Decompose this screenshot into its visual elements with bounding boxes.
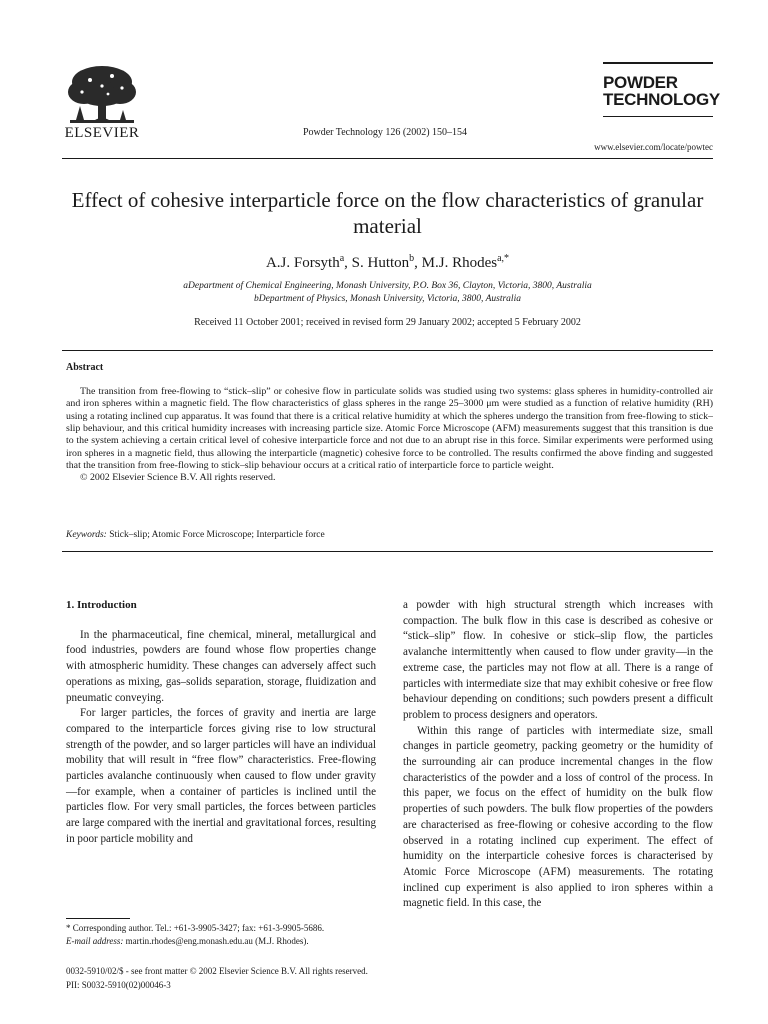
abstract-heading: Abstract — [66, 362, 104, 373]
body-column-left — [66, 598, 376, 848]
abstract-bottom-divider — [62, 551, 713, 552]
journal-website-link[interactable]: www.elsevier.com/locate/powtec — [594, 142, 713, 152]
body-paragraph: Within this range of particles with intermediate size, small changes in particle geometry, packing geometry or the humidity of the surrounding air can produce incremental changes in the flow characteristics of the powder and a loss of control of the process. In this paper, we focus on the effect of humidity on the bulk flow properties of such powders. The bulk flow properties of the powders are characterised as free-flowing or cohesive according to the flow observed in a rotating inclined cup experiment. The effect of humidity on the interparticle cohesive forces is characterised by Atomic Force Microscope (AFM) measurements. The rotating inclined cup experiment is also applied to iron spheres within a magnetic field. In this case, the — [403, 724, 713, 910]
header-divider — [62, 158, 713, 159]
email-label: E-mail address: — [66, 936, 124, 946]
footnote-email — [66, 935, 386, 948]
footnote-divider — [66, 918, 130, 919]
keywords — [66, 530, 713, 540]
journal-logo-line2: TECHNOLOGY — [603, 90, 720, 109]
journal-reference: Powder Technology 126 (2002) 150–154 — [302, 127, 468, 138]
journal-logo-line1: POWDER — [603, 73, 678, 92]
abstract-copyright: © 2002 Elsevier Science B.V. All rights reserved. — [80, 472, 276, 484]
affiliation-a: aDepartment of Chemical Engineering, Monash University, P.O. Box 36, Clayton, Victoria, 3800, Australia — [183, 281, 592, 291]
publisher-name: ELSEVIER — [64, 125, 140, 141]
author-name: A.J. Forsyth — [265, 255, 340, 271]
abstract-body — [66, 386, 713, 485]
pii-line: PII: S0032-5910(02)00046-3 — [66, 980, 171, 990]
abstract-top-divider — [62, 350, 713, 351]
footnote-corresponding-author: * Corresponding author. Tel.: +61-3-9905-3427; fax: +61-3-9905-5686. — [66, 923, 325, 933]
journal-logo — [603, 62, 720, 117]
footnote — [66, 922, 386, 948]
author-name: M.J. Rhodes — [421, 255, 498, 271]
author-name: S. Hutton — [351, 255, 410, 271]
received-dates: Received 11 October 2001; received in revised form 29 January 2002; accepted 5 February 2002 — [194, 317, 581, 328]
keywords-list: Stick–slip; Atomic Force Microscope; Interparticle force — [109, 530, 325, 540]
article-title: Effect of cohesive interparticle force on the flow characteristics of granular material — [71, 188, 704, 238]
abstract-paragraph: The transition from free-flowing to “stick–slip” or cohesive flow in particulate solids was studied using two systems: glass spheres in humidity-controlled air and iron spheres within a magnetic field. The flow characteristics of glass spheres in the range 25–3000 μm were studied as a function of relative humidity (RH) using a rotating inclined cup apparatus. It was found that there is a critical relative humidity at which the spheres undergo the transition from free-flowing to stick–slip behaviour, and this critical humidity increases with increasing particle size. Atomic Force Microscope (AFM) measurements suggest that this transition is due to the system achieving a certain critical level of cohesive interparticle force and not due to an abrupt rise in this force. Similar experiments were performed using iron spheres in a magnetic field, thus allowing the interparticle (magnetic) cohesive force to be controlled. The results confirmed the above finding and suggested that the transition from free-flowing to stick–slip behaviour occurs at a critical ratio of interparticle force to particle weight. — [66, 386, 713, 472]
body-paragraph: For larger particles, the forces of gravity and inertia are large compared to the interparticle forces giving rise to low structural strength of the powder, and so larger particles will have an individual mobility that will result in “free flow” characteristics. Free-flowing particles avalanche continuously when caused to flow under gravity—for example, when a container of particles is inclined until the particles flow. For very small particles, the forces between particles are large compared with the inertial and gravitational forces, resulting in poor particle mobility and — [66, 707, 376, 845]
email-address[interactable]: martin.rhodes@eng.monash.edu.au (M.J. Rhodes). — [123, 936, 309, 946]
affiliation-b: bDepartment of Physics, Monash University, Victoria, 3800, Australia — [254, 294, 521, 304]
keywords-label: Keywords: — [66, 530, 107, 540]
issn-line: 0032-5910/02/$ - see front matter © 2002 Elsevier Science B.V. All rights reserved. — [66, 966, 368, 976]
author-affiliation-mark: b — [409, 253, 415, 264]
body-column-right — [403, 598, 713, 912]
body-paragraph: In the pharmaceutical, fine chemical, mineral, metallurgical and food industries, powders are found whose flow properties change with atmospheric humidity. These changes can adversely affect such operations as mixing, gas–solids separation, storage, fluidization and pneumatic conveying. — [66, 628, 376, 704]
author-affiliation-mark: a — [339, 253, 345, 264]
author-list: A.J. Forsyth$^a$, S. Hutton$^b$, M.J. Rhodes$^{a,*}$ — [265, 253, 510, 271]
author-affiliation-mark: a,* — [497, 253, 510, 264]
body-paragraph: a powder with high structural strength which increases with compaction. The bulk flow in this case is described as cohesive or “stick–slip” flow. In cohesive or stick–slip flow, the particles avalanche intermittently when caused to flow under gravity—in the extreme case, the particles may not flow at all. There is a range of particles with intermediate size that may exhibit cohesive or free flow behaviour depending on conditions; such powders present a difficult problem to process designers and operators. — [403, 599, 713, 721]
section-heading: 1. Introduction — [66, 599, 137, 611]
page-footer — [66, 964, 506, 992]
